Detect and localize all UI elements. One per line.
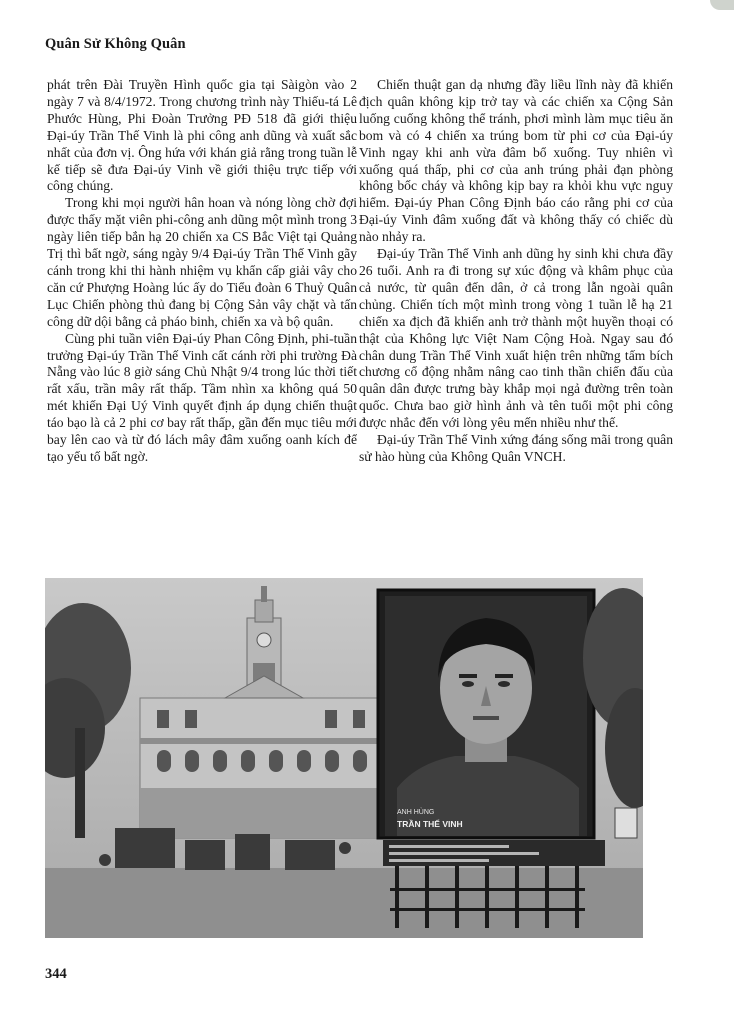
- colonial-building: [140, 676, 380, 838]
- billboard-caption-name: TRẦN THẾ VINH: [397, 819, 463, 829]
- left-column: [47, 77, 357, 466]
- paragraph: phát trên Đài Truyền Hình quốc gia tại Sàigòn vào 2 ngày 7 và 8/4/1972. Trong chương trình này Thiếu-tá Lê Phước Hùng, Phi Đoàn Trưởng PĐ 518 đã giới thiệu Đại-úy Trần Thế Vinh là phi công anh dũng và xuất sắc nhất của đơn vị. Ông hứa với khán giả rằng trong tuần lễ kế tiếp sẽ đưa Đại-úy Vinh về giới thiệu trực tiếp với công chúng.: [47, 77, 357, 194]
- billboard-caption-small: ANH HÙNG: [397, 809, 435, 816]
- paragraph: Chiến thuật gan dạ nhưng đầy liều lĩnh này đã khiến địch quân không kịp trở tay và các chiến xa Cộng Sản luống cuống không thể tránh, phơi mình làm mục tiêu ăn bom và có 4 chiến xa trúng bom từ phi cơ của Đại-úy Vinh ngay khi anh vừa đâm bổ xuống. Tuy nhiên vì xuống quá thấp, phi cơ của anh trúng phải đạn phòng không bốc cháy và không kịp bay ra khỏi khu vực nguy hiểm. Đại-úy Phan Công Định báo cáo rằng phi cơ của Đại-úy Vinh đâm xuống đất và không thấy có chiếc dù nào nhảy ra.: [359, 77, 673, 245]
- billboard: [378, 590, 594, 838]
- paragraph: Đại-úy Trần Thế Vinh anh dũng hy sinh khi chưa đầy 26 tuổi. Anh ra đi trong sự xúc động và khâm phục của cả nước, từ quân đến dân, ở cả trong lẫn ngoài quân chủng. Chiến tích một mình trong vòng 1 tuần lễ hạ 21 chiến xa địch đã khiến anh trở thành một huyền thoại có thật của Không lực Việt Nam Cộng Hoà. Ngay sau đó chân dung Trần Thế Vinh xuất hiện trên những tấm bích chương cổ động nhằm nâng cao tinh thần chiến đấu của quân dân được trưng bày khắp mọi ngả đường trên toàn quốc. Chưa bao giờ hình ảnh và tên tuổi một phi công được nhắc đến với lòng yêu mến nhiều như thế.: [359, 246, 673, 431]
- photo-illustration: [45, 578, 643, 938]
- right-column: [359, 77, 673, 466]
- page-edge-mark: [710, 0, 734, 10]
- paragraph: Đại-úy Trần Thế Vinh xứng đáng sống mãi trong quân sử hào hùng của Không Quân VNCH.: [359, 432, 673, 464]
- plaza-ground: [45, 868, 643, 938]
- running-header: Quân Sử Không Quân: [45, 36, 186, 52]
- billboard-photo: [45, 578, 643, 938]
- page-number: 344: [45, 966, 67, 982]
- paragraph: Cùng phi tuần viên Đại-úy Phan Công Định, phi-tuần trưởng Đại-úy Trần Thế Vinh cất cánh rời phi trường Đà Nẵng vào lúc 8 giờ sáng Chủ Nhật 9/4 trong lúc thời tiết rất xấu, trần mây rất thấp. Tầm nhìn xa không quá 50 mét khiến Đại Uý Vinh quyết định áp dụng chiến thuật táo bạo là cả 2 phi cơ bay rất thấp, gần đến mục tiêu mới bay lên cao và từ đó lách mây đâm xuống oanh kích để tạo yếu tố bất ngờ.: [47, 330, 357, 464]
- paragraph: Trong khi mọi người hân hoan và nóng lòng chờ đợi được thấy mặt viên phi-công anh dũng một mình trong 3 ngày liên tiếp bắn hạ 20 chiến xa CS Bắc Việt tại Quảng Trị thì bất ngờ, sáng ngày 9/4 Đại-úy Trần Thế Vinh gãy cánh trong khi thi hành nhiệm vụ khẩn cấp giải vây cho căn cứ Phượng Hoàng lúc ấy do Tiểu đoàn 6 Thuỷ Quân Lục Chiến phòng thủ đang bị Cộng Sản vây chặt và tấn công dữ dội bằng cả pháo binh, chiến xa và bộ quân.: [47, 195, 357, 329]
